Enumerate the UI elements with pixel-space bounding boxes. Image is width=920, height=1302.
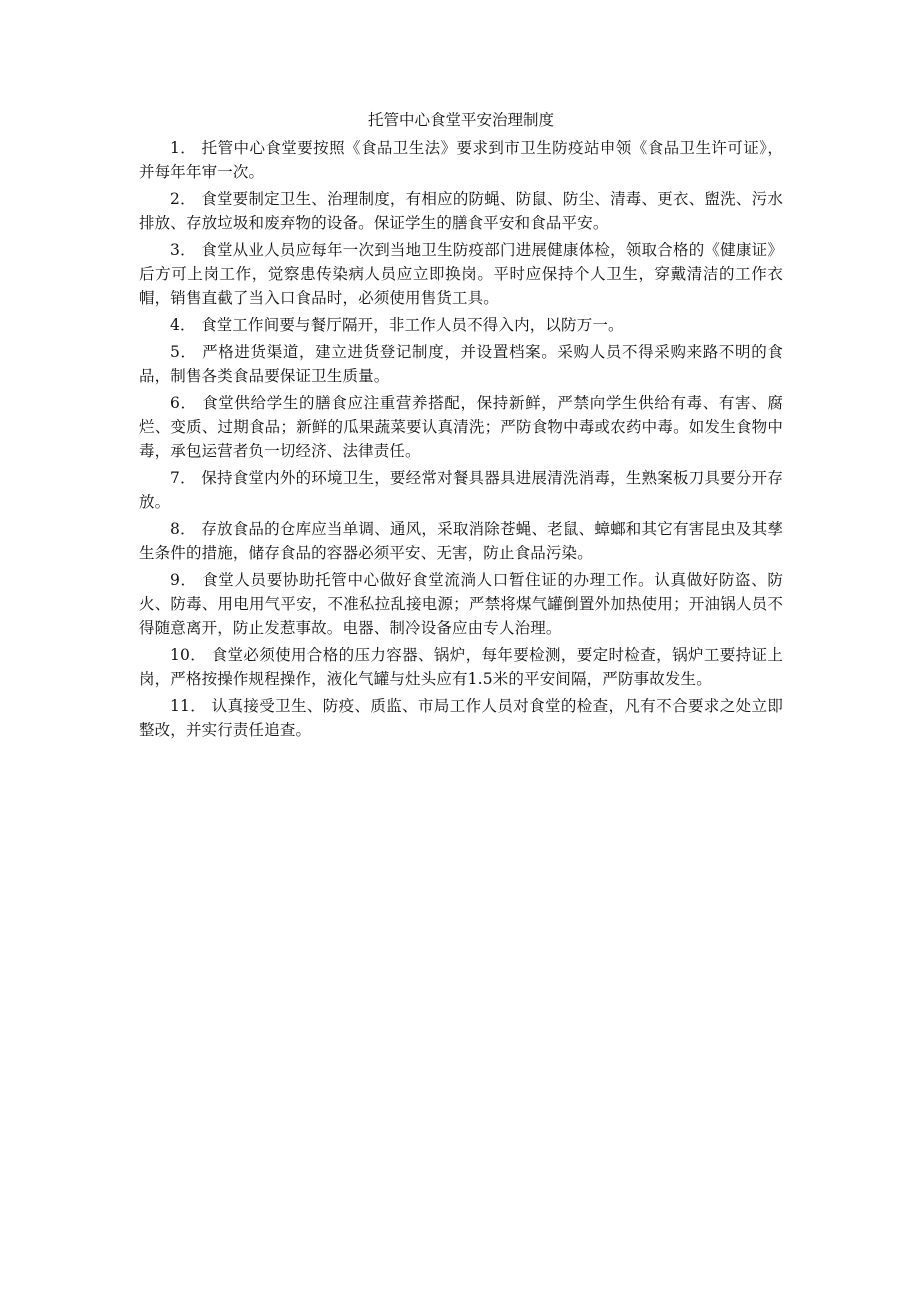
clause-6 — [139, 391, 783, 463]
clause-text: 食堂供给学生的膳食应注重营养搭配，保持新鲜，严禁向学生供给有毒、有害、腐烂、变质、过期食品；新鲜的瓜果蔬菜要认真清洗；严防食物中毒或农药中毒。如发生食物中毒，承包运营者负一切经济、法律责任。 — [139, 394, 783, 460]
clause-8 — [139, 517, 783, 565]
clause-2 — [139, 187, 783, 235]
clause-number: 6． — [170, 394, 197, 412]
clause-text: 严格进货渠道，建立进货登记制度，并设置档案。采购人员不得采购来路不明的食品，制售各类食品要保证卫生质量。 — [139, 343, 783, 385]
clause-text: 食堂人员要协助托管中心做好食堂流淌人口暂住证的办理工作。认真做好防盗、防火、防毒、用电用气平安，不准私拉乱接电源；严禁将煤气罐倒置外加热使用；开油锅人员不得随意离开，防止发惹事故。电器、制冷设备应由专人治理。 — [139, 571, 783, 637]
clause-number: 8． — [170, 520, 196, 538]
clause-text: 托管中心食堂要按照《食品卫生法》要求到市卫生防疫站申领《食品卫生许可证》，并每年年审一次。 — [139, 139, 783, 181]
clause-text: 认真接受卫生、防疫、质监、市局工作人员对食堂的检查，凡有不合要求之处立即整改，并实行责任追查。 — [139, 697, 783, 739]
clause-text: 保持食堂内外的环境卫生，要经常对餐具器具进展清洗消毒，生熟案板刀具要分开存放。 — [139, 469, 783, 511]
clause-3 — [139, 238, 783, 310]
clause-4 — [139, 313, 783, 337]
clause-text: 食堂工作间要与餐厅隔开，非工作人员不得入内，以防万一。 — [201, 316, 624, 334]
clause-number: 9． — [170, 571, 197, 589]
clause-text: 食堂从业人员应每年一次到当地卫生防疫部门进展健康体检，领取合格的《健康证》后方可上岗工作，觉察患传染病人员应立即换岗。平时应保持个人卫生，穿戴清洁的工作衣帽，销售直截了当入口食品时，必须使用售货工具。 — [139, 241, 783, 307]
clause-number: 1． — [170, 139, 197, 157]
clause-number: 10． — [170, 646, 207, 664]
clause-text: 存放食品的仓库应当单调、通风，采取消除苍蝇、老鼠、蟑螂和其它有害昆虫及其孳生条件的措施，储存食品的容器必须平安、无害，防止食品污染。 — [139, 520, 783, 562]
clause-number: 3． — [170, 241, 196, 259]
clause-number: 11． — [170, 697, 207, 715]
clause-9 — [139, 568, 783, 640]
clause-11 — [139, 694, 783, 742]
clause-text: 食堂必须使用合格的压力容器、锅炉，每年要检测，要定时检查，锅炉工要持证上岗，严格按操作规程操作，液化气罐与灶头应有1.5米的平安间隔，严防事故发生。 — [139, 646, 783, 688]
clause-text: 食堂要制定卫生、治理制度，有相应的防蝇、防鼠、防尘、清毒、更衣、盥洗、污水排放、存放垃圾和废弃物的设备。保证学生的膳食平安和食品平安。 — [139, 190, 783, 232]
clause-number: 4． — [170, 316, 196, 334]
clause-number: 7． — [170, 469, 196, 487]
document-title: 托管中心食堂平安治理制度 — [367, 111, 554, 129]
clause-10 — [139, 643, 783, 691]
clause-7 — [139, 466, 783, 514]
clause-5 — [139, 340, 783, 388]
clause-1 — [139, 136, 783, 184]
clause-number: 5． — [170, 343, 197, 361]
clause-number: 2． — [170, 190, 196, 208]
